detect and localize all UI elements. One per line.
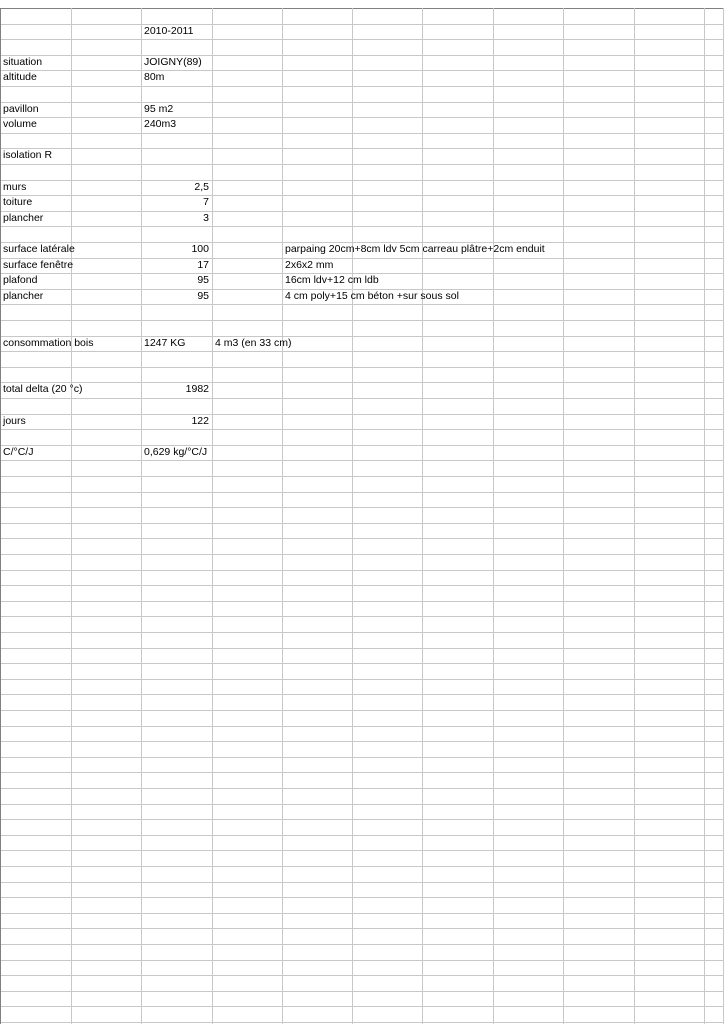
cell-r17-c0: plafond [3, 274, 38, 287]
cell-r17-c4: 16cm ldv+12 cm ldb [285, 274, 379, 287]
cell-r6-c0: pavillon [3, 102, 39, 115]
cell-r9-c0: isolation R [3, 149, 53, 162]
cell-r17-c2: 95 [197, 274, 209, 287]
cell-r3-c2: JOIGNY(89) [144, 55, 202, 68]
cell-r21-c2: 1247 KG [144, 336, 186, 349]
cell-r1-c2: 2010-2011 [144, 24, 194, 37]
cell-r4-c2: 80m [144, 71, 165, 84]
cell-r11-c2: 2,5 [194, 180, 209, 193]
cell-r16-c0: surface fenêtre [3, 258, 74, 271]
cell-r26-c0: jours [3, 414, 26, 427]
cell-r7-c0: volume [3, 118, 37, 131]
cell-r3-c0: situation [3, 55, 43, 68]
cell-r13-c0: plancher [3, 211, 44, 224]
cell-r21-c0: consommation bois [3, 336, 94, 349]
cell-r21-c3: 4 m3 (en 33 cm) [215, 336, 292, 349]
cell-r13-c2: 3 [203, 211, 209, 224]
cell-r16-c4: 2x6x2 mm [285, 258, 334, 271]
cell-r28-c2: 0,629 kg/°C/J [144, 445, 208, 458]
cell-r15-c4: parpaing 20cm+8cm ldv 5cm carreau plâtre+2cm enduit [285, 243, 545, 255]
cell-r24-c2: 1982 [185, 383, 209, 396]
cell-r28-c0: C/°C/J [3, 445, 34, 458]
cell-r18-c0: plancher [3, 289, 44, 302]
cell-r11-c0: murs [3, 180, 27, 193]
cell-r12-c2: 7 [203, 196, 209, 209]
cell-r26-c2: 122 [191, 414, 209, 427]
cell-r7-c2: 240m3 [144, 118, 177, 131]
cell-r18-c2: 95 [197, 289, 209, 302]
cell-r24-c0: total delta (20 °c) [3, 383, 83, 396]
cell-r15-c2: 100 [191, 243, 209, 255]
cell-r6-c2: 95 m2 [144, 102, 174, 115]
cell-r4-c0: altitude [3, 71, 37, 84]
cell-r18-c4: 4 cm poly+15 cm béton +sur sous sol [285, 289, 459, 302]
cell-r12-c0: toiture [3, 196, 33, 209]
cell-r15-c0: surface latérale [3, 243, 75, 255]
cell-r16-c2: 17 [197, 258, 209, 271]
